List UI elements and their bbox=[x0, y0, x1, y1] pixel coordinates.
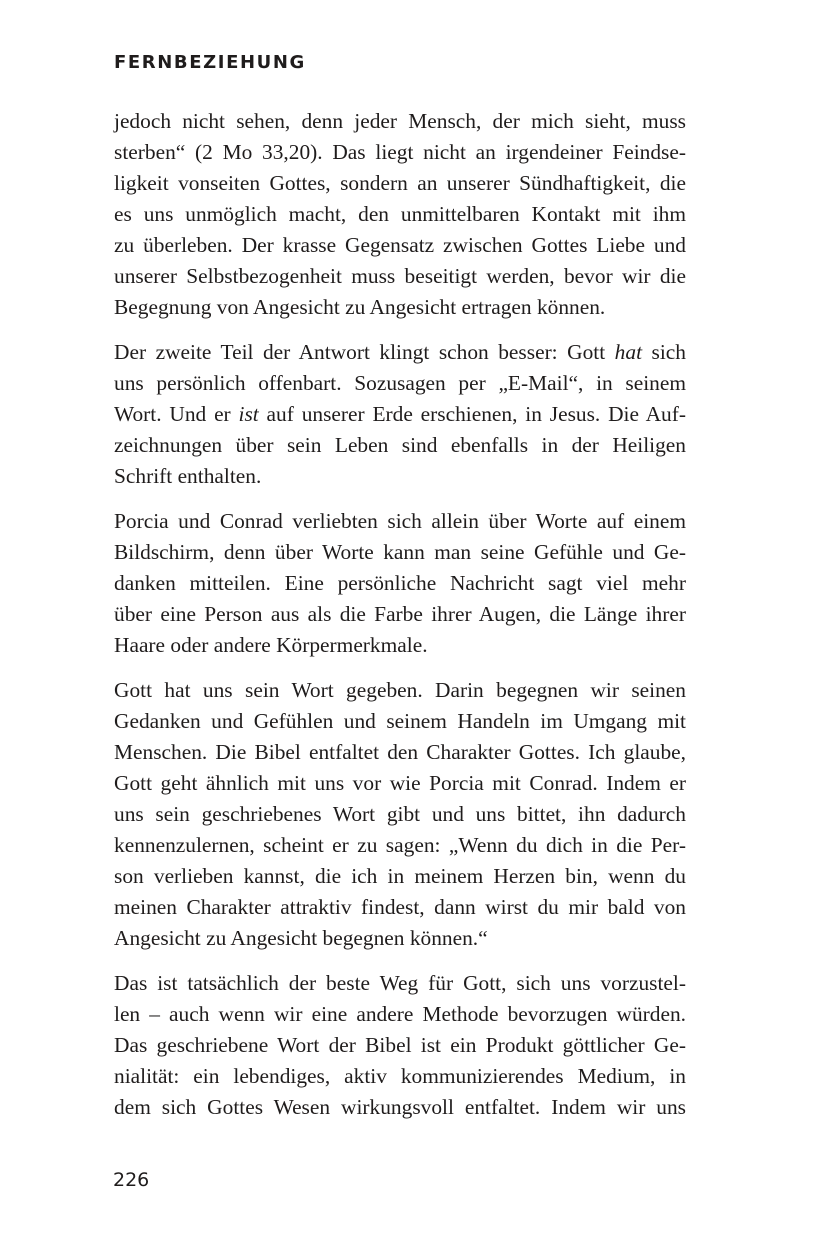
text-line: meinen Charakter attraktiv findest, dann wirst du mir bald von bbox=[114, 895, 686, 919]
emphasis: ist bbox=[238, 402, 259, 426]
text-line: Bildschirm, denn über Worte kann man seine Gefühle und Ge- bbox=[114, 540, 686, 564]
text-segment: Wort. Und er bbox=[114, 402, 239, 426]
text-line: Haare oder andere Körpermerkmale. bbox=[114, 633, 428, 657]
text-line: unserer Selbstbezogenheit muss beseitigt werden, bevor wir die bbox=[114, 264, 686, 288]
text-line: über eine Person aus als die Farbe ihrer Augen, die Länge ihrer bbox=[114, 602, 686, 626]
text-line: Begegnung von Angesicht zu Angesicht ertragen können. bbox=[114, 295, 606, 319]
text-line: jedoch nicht sehen, denn jeder Mensch, der mich sieht, muss bbox=[114, 109, 686, 133]
paragraph bbox=[114, 106, 686, 323]
page-number: 226 bbox=[113, 1169, 150, 1191]
body-text bbox=[114, 106, 686, 1137]
text-line: Schrift enthalten. bbox=[114, 464, 262, 488]
text-line: Gedanken und Gefühlen und seinem Handeln im Umgang mit bbox=[114, 709, 686, 733]
text-line: sterben“ (2 Mo 33,20). Das liegt nicht an irgendeiner Feindse- bbox=[114, 140, 686, 164]
text-line bbox=[114, 399, 686, 430]
text-line: son verlieben kannst, die ich in meinem Herzen bin, wenn du bbox=[114, 864, 686, 888]
text-line: ligkeit vonseiten Gottes, sondern an unserer Sündhaftigkeit, die bbox=[114, 171, 686, 195]
text-line: zeichnungen über sein Leben sind ebenfalls in der Heiligen bbox=[114, 433, 686, 457]
emphasis: hat bbox=[614, 340, 643, 364]
paragraph bbox=[114, 337, 686, 492]
paragraph bbox=[114, 506, 686, 661]
text-line: nialität: ein lebendiges, aktiv kommunizierendes Medium, in bbox=[114, 1064, 686, 1088]
text-line: uns sein geschriebenes Wort gibt und uns bittet, ihn dadurch bbox=[114, 802, 686, 826]
text-line: uns persönlich offenbart. Sozusagen per „E-Mail“, in seinem bbox=[114, 371, 686, 395]
text-line: es uns unmöglich macht, den unmittelbaren Kontakt mit ihm bbox=[114, 202, 686, 226]
text-line: len – auch wenn wir eine andere Methode bevorzugen würden. bbox=[114, 1002, 686, 1026]
text-line: zu überleben. Der krasse Gegensatz zwischen Gottes Liebe und bbox=[114, 233, 686, 257]
text-line: Gott geht ähnlich mit uns vor wie Porcia mit Conrad. Indem er bbox=[114, 771, 686, 795]
text-line bbox=[114, 337, 686, 368]
text-line: danken mitteilen. Eine persönliche Nachricht sagt viel mehr bbox=[114, 571, 686, 595]
paragraph bbox=[114, 675, 686, 954]
text-segment: auf unserer Erde erschienen, in Jesus. Die Auf- bbox=[258, 402, 686, 426]
text-line: Das geschriebene Wort der Bibel ist ein Produkt göttlicher Ge- bbox=[114, 1033, 686, 1057]
text-line: Porcia und Conrad verliebten sich allein über Worte auf einem bbox=[114, 509, 686, 533]
text-line: kennenzulernen, scheint er zu sagen: „Wenn du dich in die Per- bbox=[114, 833, 686, 857]
text-line: Menschen. Die Bibel entfaltet den Charakter Gottes. Ich glaube, bbox=[114, 740, 686, 764]
running-head: FERNBEZIEHUNG bbox=[114, 52, 306, 73]
text-segment: Der zweite Teil der Antwort klingt schon besser: Gott bbox=[114, 340, 615, 364]
paragraph bbox=[114, 968, 686, 1123]
text-line: Angesicht zu Angesicht begegnen können.“ bbox=[114, 926, 488, 950]
text-line: Das ist tatsächlich der beste Weg für Gott, sich uns vorzustel- bbox=[114, 971, 686, 995]
text-line: Gott hat uns sein Wort gegeben. Darin begegnen wir seinen bbox=[114, 678, 686, 702]
text-line: dem sich Gottes Wesen wirkungsvoll entfaltet. Indem wir uns bbox=[114, 1095, 686, 1119]
text-segment: sich bbox=[642, 340, 686, 364]
